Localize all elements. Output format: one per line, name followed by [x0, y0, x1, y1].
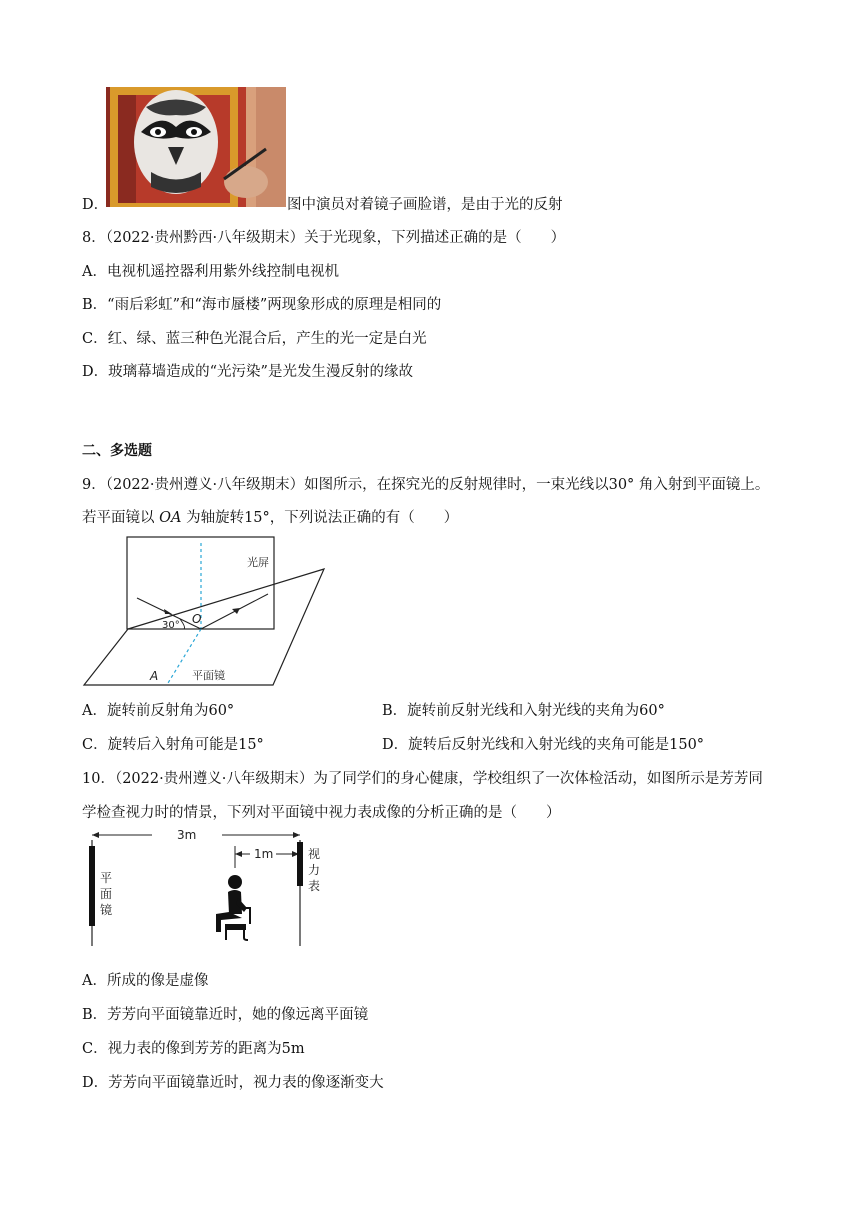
q9-stem-pre: 若平面镜以 — [82, 510, 155, 526]
q7-option-d-text: 图中演员对着镜子画脸谱，是由于光的反射 — [287, 197, 563, 213]
q8-option-c: C．红、绿、蓝三种色光混合后，产生的光一定是白光 — [82, 331, 427, 347]
q9-option-c: C．旋转后入射角可能是15° — [82, 737, 264, 753]
mirror-label: 平面镜 — [192, 669, 225, 682]
q10-option-b: B．芳芳向平面镜靠近时，她的像远离平面镜 — [82, 1007, 369, 1023]
dim-1m-arrow-left — [235, 851, 242, 857]
dim-3m-arrow-left — [92, 832, 99, 838]
dim-1m-label: 1m — [254, 847, 274, 861]
q9-stem-oa: OA — [159, 510, 182, 526]
point-o: O — [192, 612, 202, 626]
q10-stem-line2: 学检查视力时的情景，下列对平面镜中视力表成像的分析正确的是（ ） — [82, 805, 561, 821]
q9-option-b: B．旋转前反射光线和入射光线的夹角为60° — [382, 703, 665, 719]
q8-option-b: B．“雨后彩虹”和“海市蜃楼”两现象形成的原理是相同的 — [82, 297, 442, 313]
q9-option-d: D．旋转后反射光线和入射光线的夹角可能是150° — [382, 737, 705, 753]
q8-option-d: D．玻璃幕墙造成的“光污染”是光发生漫反射的缘故 — [82, 364, 413, 380]
dim-3m-label: 3m — [177, 828, 197, 842]
mirror-label-1: 平 — [100, 871, 113, 885]
q9-option-a: A．旋转前反射角为60° — [82, 703, 235, 719]
reflected-arrow — [232, 608, 240, 614]
q10-option-d: D．芳芳向平面镜靠近时，视力表的像逐渐变大 — [82, 1075, 384, 1091]
q9-stem-line2 — [82, 506, 458, 527]
q10-stem-line1: 10．（2022·贵州遵义·八年级期末）为了同学们的身心健康，学校组织了一次体检活动，如图所示是芳芳同 — [82, 771, 763, 787]
point-a: A — [150, 669, 159, 683]
section-title: 二、多选题 — [82, 443, 152, 459]
chart-label-1: 视 — [308, 847, 321, 861]
q10-option-c: C．视力表的像到芳芳的距离为5m — [82, 1041, 305, 1057]
q8-stem: 8．（2022·贵州黔西·八年级期末）关于光现象，下列描述正确的是（ ） — [82, 230, 566, 246]
q7-option-d-letter: D． — [82, 197, 109, 213]
chart-label-2: 力 — [308, 863, 321, 877]
screen-label: 光屏 — [247, 556, 269, 569]
q8-option-a: A．电视机遥控器利用紫外线控制电视机 — [82, 264, 339, 280]
q10-option-a: A．所成的像是虚像 — [82, 973, 209, 989]
opera-mask-illustration — [106, 87, 286, 207]
chart-label-3: 表 — [308, 879, 321, 893]
incident-arrow — [164, 609, 172, 614]
q9-stem-post: 为轴旋转15°，下列说法正确的有（ ） — [186, 510, 459, 526]
seated-person-icon — [216, 875, 250, 940]
mirror-label-2: 面 — [100, 887, 113, 901]
q10-eye-test-figure — [80, 828, 330, 950]
eye-chart-board — [297, 842, 303, 886]
angle-label: 30° — [162, 620, 180, 631]
mirror-label-3: 镜 — [100, 903, 113, 917]
q9-stem-line1: 9．（2022·贵州遵义·八年级期末）如图所示，在探究光的反射规律时，一束光线以30° 角入射到平面镜上。 — [82, 477, 770, 493]
dim-3m-arrow-right — [293, 832, 300, 838]
mirror-board — [89, 846, 95, 926]
opera-mask-photo — [106, 87, 286, 207]
q9-reflection-figure — [80, 535, 330, 690]
